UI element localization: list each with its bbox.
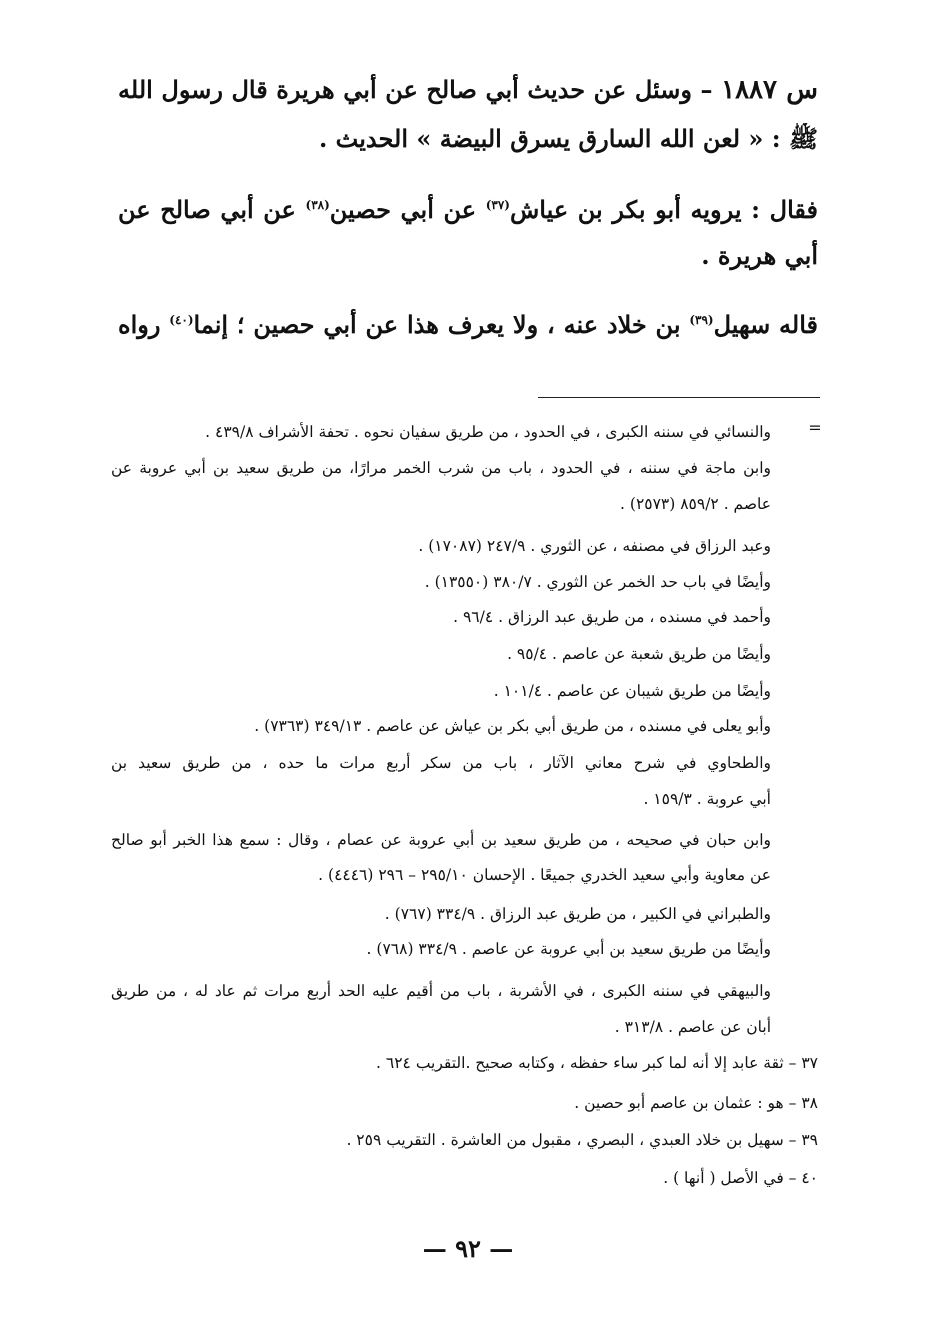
footnote-line: وابن ماجة في سننه ، في الحدود ، باب من شرب الخمر مرارًا، من طريق سعيد بن أبي عروبة عن: [111, 459, 771, 477]
answer-line-3: قاله سهيل$^{(٣٩)}$ بن خلاد عنه ، ولا يعرف هذا عن أبي حصين ؛ إنما$^{(٤٠)}$ رواه: [118, 310, 818, 339]
answer-line-2: أبي هريرة .: [701, 241, 818, 270]
question-line-1: [118, 74, 818, 110]
question-line-2: [118, 123, 818, 159]
footnote-38: ٣٨ – هو : عثمان بن عاصم أبو حصين .: [574, 1094, 818, 1112]
footnote-ref-38[interactable]: (٣٨): [305, 198, 330, 212]
question-number: س ١٨٨٧: [721, 75, 818, 105]
footnote-line: والطحاوي في شرح معاني الآثار ، باب من سكر أربع مرات ما حده ، من طريق سعيد بن: [111, 754, 771, 772]
hadith-text: ﷺ : « لعن الله السارق يسرق البيضة » الحديث .: [318, 124, 818, 153]
footnote-line: وأيضًا من طريق شيبان عن عاصم . ١٠١/٤ .: [493, 682, 771, 700]
footnote-40: ٤٠ – في الأصل ( أنها ) .: [663, 1169, 818, 1187]
footnote-ref-39[interactable]: (٣٩): [689, 313, 714, 327]
footnote-line: وأحمد في مسنده ، من طريق عبد الرزاق . ٩٦/٤ .: [453, 608, 771, 626]
footnote-ref-37[interactable]: (٣٧): [485, 198, 510, 212]
footnote-39: ٣٩ – سهيل بن خلاد العبدي ، البصري ، مقبول من العاشرة . التقريب ٢٥٩ .: [346, 1131, 818, 1149]
footnote-line: والطبراني في الكبير ، من طريق عبد الرزاق . ٣٣٤/٩ (٧٦٧) .: [384, 905, 771, 923]
answer-line-1: فقال : يرويه أبو بكر بن عياش$^{(٣٧)}$ عن أبي حصين$^{(٣٨)}$ عن أبي صالح عن: [118, 195, 818, 224]
footnote-line: والنسائي في سننه الكبرى ، في الحدود ، من طريق سفيان نحوه . تحفة الأشراف ٤٣٩/٨ .: [205, 423, 771, 441]
footnote-line: وأيضًا من طريق سعيد بن أبي عروبة عن عاصم . ٣٣٤/٩ (٧٦٨) .: [366, 940, 771, 958]
footnote-line: أبي عروبة . ١٥٩/٣ .: [643, 790, 771, 808]
footnote-line: وأبو يعلى في مسنده ، من طريق أبي بكر بن عياش عن عاصم . ٣٤٩/١٣ (٧٣٦٣) .: [254, 717, 771, 735]
footnote-line: وأيضًا في باب حد الخمر عن الثوري . ٣٨٠/٧ (١٣٥٥٠) .: [424, 573, 771, 591]
footnote-37: ٣٧ – ثقة عابد إلا أنه لما كبر ساء حفظه ، وكتابه صحيح .التقريب ٦٢٤ .: [376, 1054, 818, 1072]
footnote-line: عن معاوية وأبي سعيد الخدري جميعًا . الإحسان ٢٩٥/١٠ – ٢٩٦ (٤٤٤٦) .: [318, 866, 771, 884]
footnote-line: عاصم . ٨٥٩/٢ (٢٥٧٣) .: [620, 495, 771, 513]
continuation-mark: =: [808, 418, 822, 437]
page-number: — ٩٢ —: [422, 1234, 514, 1263]
footnote-line: وعبد الرزاق في مصنفه ، عن الثوري . ٢٤٧/٩ (١٧٠٨٧) .: [418, 537, 771, 555]
footnote-line: وابن حبان في صحيحه ، من طريق سعيد بن أبي عروبة عن عصام ، وقال : سمع هذا الخبر أبو صالح: [111, 831, 771, 849]
footnote-line: والبيهقي في سننه الكبرى ، في الأشربة ، باب من أقيم عليه الحد أربع مرات ثم عاد له ، من طريق: [111, 982, 771, 1000]
footnote-separator: [538, 397, 820, 398]
question-text: – وسئل عن حديث أبي صالح عن أبي هريرة قال رسول الله: [118, 75, 713, 104]
footnote-ref-40[interactable]: (٤٠): [169, 313, 194, 327]
footnote-line: وأيضًا من طريق شعبة عن عاصم . ٩٥/٤ .: [507, 645, 771, 663]
footnote-line: أبان عن عاصم . ٣١٣/٨ .: [614, 1018, 771, 1036]
